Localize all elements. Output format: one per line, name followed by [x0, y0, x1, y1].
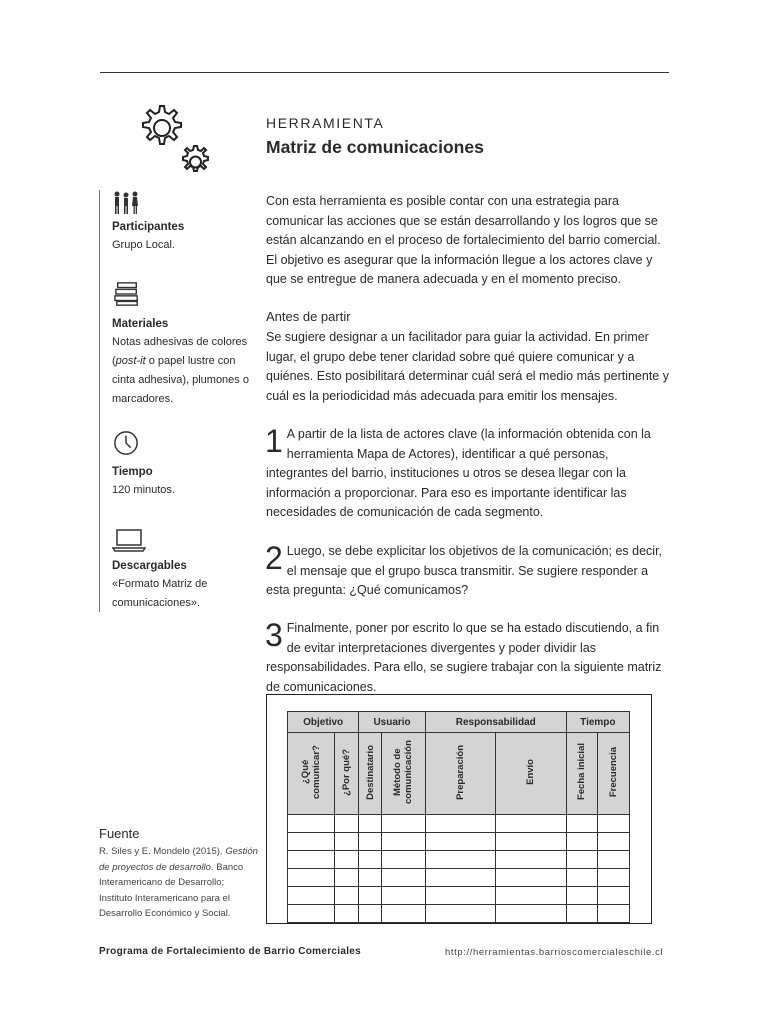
table-row	[288, 815, 630, 833]
communications-matrix	[287, 711, 630, 923]
col-metodo: Método de comunicación	[382, 733, 426, 815]
col-preparacion: Preparación	[425, 733, 495, 815]
antes-paragraph: Se sugiere designar a un facilitador para guiar la actividad. En primer lugar, el grupo debe tener claridad sobre qué quiere comunicar y a quiénes. Esto posibilitará determinar cuál será el medio más pertinente y cuál es la periodicidad más adecuada para emitir los mensajes.	[266, 330, 669, 403]
col-fecha-inicial: Fecha inicial	[566, 733, 598, 815]
participantes-text: Grupo Local.	[112, 239, 175, 251]
books-icon	[112, 281, 142, 307]
fuente-text-em: Gestión de proyectos de desarrollo	[99, 846, 258, 873]
tool-kicker: HERRAMIENTA	[266, 115, 385, 131]
participantes-block	[112, 190, 252, 255]
group-objetivo: Objetivo	[288, 712, 359, 733]
sidebar-divider	[99, 190, 100, 612]
people-icon	[112, 190, 140, 216]
footer-program: Programa de Fortalecimiento de Barrio Comerciales	[99, 946, 362, 957]
step-3-text: Finalmente, poner por escrito lo que se ha estado discutiendo, a fin de evitar interpretaciones divergentes y poder dividir las responsabilidades. Para ello, se sugiere trabajar con la siguiente matriz de comunicaciones.	[266, 621, 662, 694]
step-2-text: Luego, se debe explicitar los objetivos de la comunicación; es decir, el mensaje que el grupo busca transmitir. Se sugiere responder a esta pregunta: ¿Qué comunicamos?	[266, 544, 663, 597]
step-2-number: 2	[265, 540, 283, 576]
col-destinatario: Destinatario	[359, 733, 382, 815]
antes-title: Antes de partir	[266, 309, 351, 324]
fuente-title: Fuente	[99, 826, 140, 841]
step-2	[266, 542, 670, 601]
top-rule	[100, 72, 669, 73]
tiempo-title: Tiempo	[112, 466, 153, 478]
tiempo-block	[112, 430, 252, 500]
descargables-block	[112, 527, 252, 613]
laptop-icon	[112, 527, 146, 553]
table-row	[288, 887, 630, 905]
descargables-title: Descargables	[112, 560, 187, 572]
table-row	[288, 869, 630, 887]
col-por-que: ¿Por qué?	[334, 733, 358, 815]
footer-url[interactable]: http://herramientas.barrioscomercialeschile.cl	[445, 947, 664, 958]
group-responsabilidad: Responsabilidad	[425, 712, 566, 733]
fuente-text-a: R. Siles y E. Mondelo (2015).	[99, 846, 226, 857]
col-frecuencia: Frecuencia	[598, 733, 630, 815]
materiales-text-b: o papel lustre con cinta adhesiva), plumones o marcadores.	[112, 355, 249, 405]
materiales-block	[112, 281, 252, 409]
materiales-title: Materiales	[112, 318, 169, 330]
intro-paragraph: Con esta herramienta es posible contar con una estrategia para comunicar las acciones que se están desarrollando y los logros que se están alcanzando en el proceso de fortalecimiento del barrio comercial. El objetivo es asegurar que la información llegue a los actores clave y que se entregue de manera adecuada y en el momento preciso.	[266, 194, 661, 286]
step-3	[266, 619, 670, 697]
descargables-text: «Formato Matriz de comunicaciones».	[112, 578, 208, 609]
materiales-text	[112, 333, 252, 409]
page-title: Matriz de comunicaciones	[266, 137, 484, 157]
group-usuario: Usuario	[359, 712, 425, 733]
clock-icon	[112, 430, 140, 456]
table-row	[288, 851, 630, 869]
gears-icon	[128, 100, 218, 188]
group-tiempo: Tiempo	[566, 712, 629, 733]
tiempo-text: 120 minutos.	[112, 484, 175, 496]
col-envio: Envío	[496, 733, 566, 815]
step-1-number: 1	[265, 423, 283, 459]
participantes-title: Participantes	[112, 221, 185, 233]
table-row	[288, 833, 630, 851]
step-1	[266, 425, 670, 523]
col-que-comunicar: ¿Qué comunicar?	[288, 733, 335, 815]
table-row	[288, 905, 630, 923]
step-1-text: A partir de la lista de actores clave (la información obtenida con la herramienta Mapa de Actores), identificar a qué personas, integrantes del barrio, instituciones u otros se desea llegar con la información a proporcionar. Para eso es importante identificar las necesidades de comunicación de cada segmento.	[266, 427, 651, 519]
fuente-text-b: . Banco Interamericano de Desarrollo; Instituto Interamericano para el Desarrollo Económico y Social.	[99, 861, 244, 919]
fuente-text	[99, 844, 259, 922]
materiales-text-em: post-it	[115, 355, 146, 367]
step-3-number: 3	[265, 617, 283, 653]
materiales-text-a: Notas adhesivas de colores (	[112, 336, 248, 367]
